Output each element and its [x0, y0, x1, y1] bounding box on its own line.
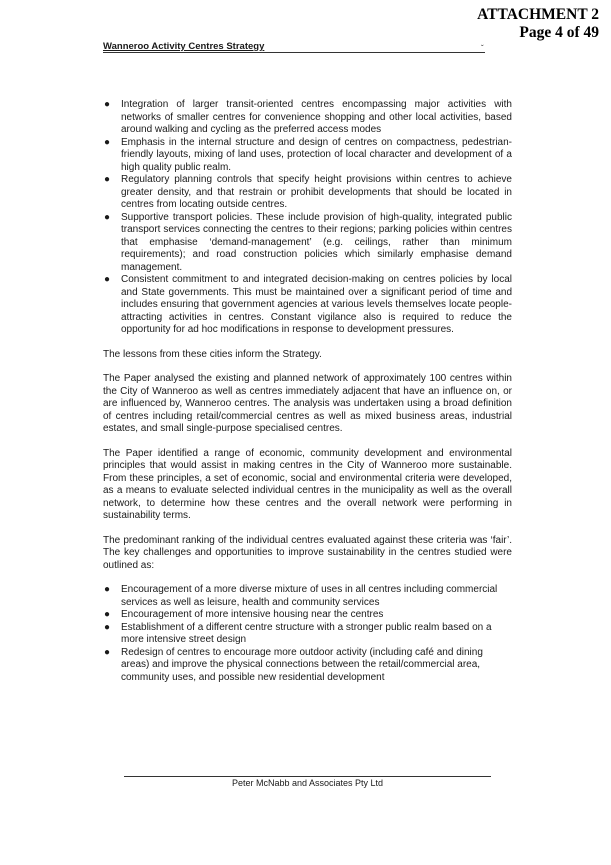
list-item: ● Supportive transport policies. These include provision of high-quality, integrated public transport services connecting the centres to their regions; parking policies within centres that emphasise ‘demand-management’ (e.g. ceilings, rather than minimum requirements); and road construction policies which similarly emphasise demand management.	[104, 211, 512, 273]
paragraph: The lessons from these cities inform the Strategy.	[103, 348, 322, 360]
list-item: ● Regulatory planning controls that specify height provisions within centres to achieve greater density, and that restrain or prohibit developments that should be located in centres from locating outside centres.	[104, 174, 512, 210]
bullet-icon: ●	[104, 99, 111, 110]
list-item: ● Encouragement of more intensive housing near the centres	[104, 609, 384, 620]
list-item: ● Encouragement of a more diverse mixture of uses in all centres including commercial services as well as leisure, health and community services	[104, 584, 498, 608]
bullet-icon: ●	[104, 136, 111, 148]
bullet-icon: ●	[104, 584, 111, 595]
header-divider	[103, 52, 485, 53]
bullet-list-top	[103, 99, 512, 337]
page-number: Page 4 of 49	[519, 24, 599, 41]
paragraph: The predominant ranking of the individual centres evaluated against these criteria was ‘fair’. The key challenges and opportunities to improve sustainability in the centres studied were outlined as:	[103, 534, 512, 571]
attachment-label	[477, 6, 599, 42]
footer-divider	[124, 776, 491, 777]
bullet-list-bottom	[103, 584, 512, 684]
bullet-icon: ●	[104, 274, 111, 285]
bullet-icon: ●	[104, 621, 111, 633]
attachment-title: ATTACHMENT 2	[477, 6, 599, 23]
list-item: ● Emphasis in the internal structure and design of centres on compactness, pedestrian-friendly layouts, mixing of land uses, protection of local character and development of a high quality public realm.	[104, 136, 512, 173]
bullet-icon: ●	[104, 646, 111, 658]
header-mark: ˇ	[481, 44, 484, 53]
list-item: ● Consistent commitment to and integrated decision-making on centres policies by local and State governments. This must be maintained over a significant period of time and includes ensuring that government agencies at various levels themselves locate people-attracting activities in centres. Constant vigilance also is required to reduce the opportunity for ad hoc modifications in response to development pressures.	[104, 274, 512, 335]
bullet-icon: ●	[104, 174, 111, 185]
paragraph: The Paper analysed the existing and planned network of approximately 100 centres within the City of Wanneroo as well as centres immediately adjacent that have an influence on, or are influenced by, Wanneroo centres. The analysis was undertaken using a broad definition of centres including retail/commercial centres as well as mixed business areas, industrial estates, and small single-purpose specialised centres.	[103, 373, 512, 434]
document-body	[103, 99, 512, 684]
footer-text: Peter McNabb and Associates Pty Ltd	[231, 778, 384, 788]
paragraph: The Paper identified a range of economic, community development and environmental principles that would assist in making centres in the City of Wanneroo more sustainable. From these principles, a set of economic, social and environmental criteria were developed, as a means to evaluate selected individual centres in the municipality as well as the overall network, to determine how these centres and the overall network were performing in sustainability terms.	[103, 447, 512, 521]
bullet-icon: ●	[104, 609, 111, 620]
document-header-title: Wanneroo Activity Centres Strategy	[103, 41, 265, 52]
bullet-icon: ●	[104, 211, 111, 223]
list-item: ● Redesign of centres to encourage more outdoor activity (including café and dining areas) and improve the physical connections between the retail/commercial area, community uses, and possible new residential development	[104, 646, 483, 683]
list-item: ● Integration of larger transit-oriented centres encompassing major activities with networks of smaller centres for convenience shopping and other local activities, based around walking and cycling as the preferred access modes	[104, 99, 512, 135]
list-item: ● Establishment of a different centre structure with a stronger public realm based on a more intensive street design	[104, 621, 492, 645]
